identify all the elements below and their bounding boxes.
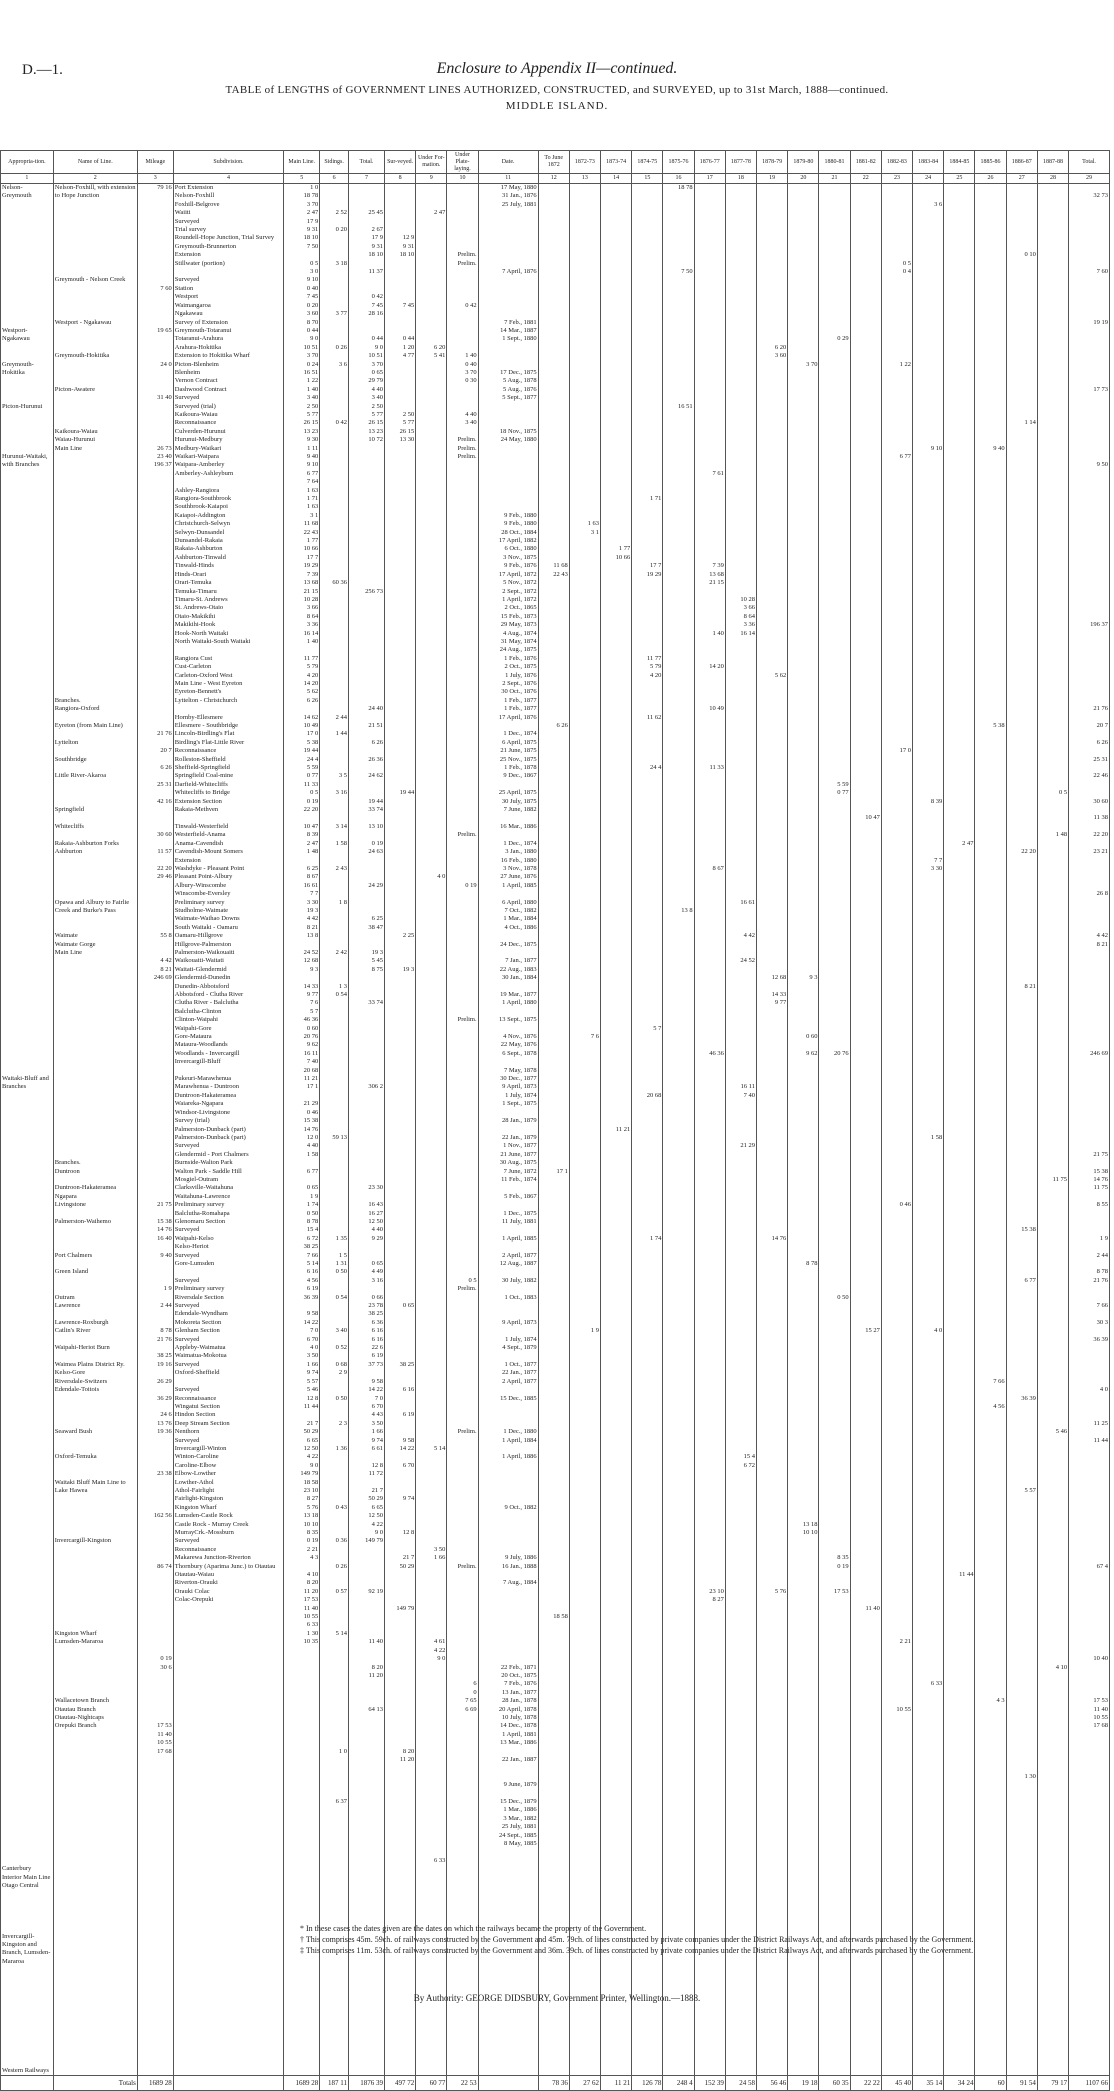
column-number: 16 [663,174,694,184]
period-column: 7 61 7 39 13 68 21 15 1 40 14 20 10 49 11 33 8 67 46 36 23 10 8 27 [694,184,725,2076]
totals-period: 78 36 [538,2076,569,2091]
column-number: 24 [913,174,944,184]
printer-imprint: By Authority: GEORGE DIDSBURY, Government Printer, Wellington.—1888. [413,1993,701,2003]
sidings-column: 2 52 0 20 3 18 3 77 0 26 3 6 0 42 60 36 2 44 1 44 3 5 3 16 3 14 1 58 2 43 1 8 2 42 1 3 0 54 59 13 1 35 1 5 1 31 0 50 0 54 3 40 0 52 0 68 2 9 0 50 2 3 1 36 0 43 0 36 0 26 0 57 5 14 1 0 6 37 [320,184,349,2076]
totals-period: 56 46 [757,2076,788,2091]
col-period: 1874-75 [632,151,663,174]
col-mileage: Mileage [137,151,173,174]
col-under-plate-laying: Under Plate-laying. [447,151,478,174]
column-number: 28 [1037,174,1068,184]
column-number: 6 [320,174,349,184]
col-surveyed: Sur-veyed. [385,151,416,174]
column-number: 14 [601,174,632,184]
col-period: 1879-80 [788,151,819,174]
column-number: 18 [725,174,756,184]
period-column: 3 70 9 3 0 60 9 62 8 78 13 18 10 10 [788,184,819,2076]
totals-period: 248 4 [663,2076,694,2091]
column-number: 3 [137,174,173,184]
col-sidings: Sidings. [320,151,349,174]
surveyed-column: 12 9 9 31 18 10 7 45 0 44 1 20 4 77 2 50 5 77 26 15 13 30 19 44 2 25 19 3 0 65 38 25 6 16 6 19 9 58 14 22 6 70 9 74 12 8 21 7 50 29 149 79 8 20 11 20 [385,184,416,2076]
col-period: 1885-86 [975,151,1006,174]
column-number: 4 [173,174,283,184]
total-column: 25 45 2 67 17 9 9 31 18 10 11 37 0 42 7 45 28 16 0 44 9 0 10 51 3 70 0 65 29 79 4 40 3 40 2 50 5 77 26 15 13 23 10 72 256 73 24 40 21 51 6 26 26 36 24 62 19 44 33 74 13 10 0 19 24 63 24 29 6 25 38 47 19 3 5 45 8 75 33 74 306 2 23 30 16 43 16 27 12 50 4 40 9 29 0 65 4 49 3 16 0 66 23 78 38 25 6 36 6 16 6 16 22 6 6 19 37 73 9 58 14 22 7 0 6 70 4 43 3 50 1 66 9 74 6 61 12 8 11 72 21 7 50 29 6 65 12 50 4 22 9 0 149 79 92 19 11 40 8 20 11 20 64 13 [349,184,385,2076]
totals-period: 60 35 [819,2076,850,2091]
column-number: 17 [694,174,725,184]
period-column: 0 29 5 59 0 77 20 76 0 50 8 35 0 19 17 53 [819,184,850,2076]
col-appropriation: Appropria-tion. [1,151,54,174]
period-column: 1 77 10 66 11 21 [601,184,632,2076]
mileage-column: 79 16 7 60 19 65 24 0 31 40 26 73 23 40 196 37 21 76 20 7 6 26 25 31 42 16 30 60 11 57 22 20 29 46 55 8 4 42 8 21 246 69 21 75 15 38 14 76 16 40 9 40 1 9 2 44 8 78 21 76 38 25 19 16 26 29 36 29 24 6 13 76 19 36 23 38 162 56 86 74 0 19 30 6 17 53 11 40 10 55 17 68 [137,184,173,2076]
col-period: 1881-82 [850,151,881,174]
col-under-formation: Under For-mation. [416,151,447,174]
totals-period: 27 62 [569,2076,600,2091]
totals-spacer [478,2076,538,2091]
col-period: 1882-83 [881,151,912,174]
period-column: 0 5 0 4 1 22 6 77 17 0 0 46 2 21 10 55 [881,184,912,2076]
totals-sidings: 187 11 [320,2076,349,2091]
col-period: 1873-74 [601,151,632,174]
date-column: 17 May, 1880 31 Jan., 1876 25 July, 1881 7 April, 1876 7 Feb., 1881 14 Mar., 1887 1 Sept., 1880 17 Dec., 1875 5 Aug., 1878 5 Aug., 1876 5 Sept., 1877 18 Nov., 1875 24 May, 1880 9 Feb., 1880 9 Feb., 1880 28 Oct., 1884 17 April, 1882 6 Oct., 1880 3 Nov., 1875 9 Feb., 1876 17 April, 1872 5 Nov., 1872 2 Sept., 1872 1 April, 1872 2 Oct., 1865 15 Feb., 1873 29 May, 1873 4 Aug., 1874 31 May, 1874 24 Aug., 1875 1 Feb., 1876 2 Oct., 1875 1 July, 1876 2 Sept., 1876 30 Oct., 1876 1 Feb., 1877 1 Feb., 1877 17 April, 1876 1 Dec., 1874 6 April, 1875 21 June, 1875 25 Nov., 1875 1 Feb., 1878 9 Dec., 1867 25 April, 1875 30 July, 1875 7 June, 1882 16 Mar., 1886 1 Dec., 1874 3 Jan., 1880 16 Feb., 1880 3 Nov., 1878 27 June, 1876 1 April, 1885 6 April, 1880 7 Oct., 1882 1 Mar., 1884 4 Oct., 1886 24 Dec., 1875 7 Jan., 1877 22 Aug., 1883 30 Jan., 1884 19 Mar., 1877 1 April, 1880 13 Sept., 1875 4 Nov., 1876 22 May, 1876 6 Sept., 1878 7 May, 1878 30 Dec., 1877 9 April, 1873 1 July, 1874 1 Sept., 1875 28 Jan., 1879 22 Jan., 1879 1 Nov., 1877 21 June, 1877 30 Aug., 1875 7 June, 1872 11 Feb., 1874 5 Feb., 1867 1 Dec., 1875 11 July, 1881 1 April, 1885 2 April, 1877 12 Aug., 1887 30 July, 1882 1 Oct., 1883 9 April, 1873 1 July, 1874 4 Sept., 1879 1 Oct., 1877 22 Jan., 1877 2 April, 1877 15 Dec., 1885 1 Dec., 1880 1 April, 1884 1 April, 1886 9 Oct., 1882 9 July, 1886 16 Jan., 1888 7 Aug., 1884 22 Feb., 1871 20 Oct., 1875 7 Feb., 1876 13 Jan., 1877 28 Jan., 1878 20 April, 1878 10 July, 1878 14 Dec., 1878 1 April, 1881 13 Mar., 1886 22 Jan., 1887 9 June, 1879 15 Dec., 1879 1 Mar., 1886 3 Mar., 1882 25 July, 1881 24 Sept., 1885 8 May, 1885 [478,184,538,2076]
column-number: 26 [975,174,1006,184]
totals-period: 79 17 [1037,2076,1068,2091]
under-plate-laying-column: Prelim. Prelim. 0 42 1 40 0 40 3 70 0 30 4 40 3 40 Prelim. Prelim. Prelim. Prelim. 0 19 Prelim. 0 5 Prelim. Prelim. Prelim. 6 0 7 65 6 69 [447,184,478,2076]
column-number: 27 [1006,174,1037,184]
col-period: 1883-84 [913,151,944,174]
totals-period: 45 40 [881,2076,912,2091]
line-name-column: Nelson-Foxhill, with extension to Hope Junction Greymouth - Nelson Creek Westport - Ngakawau Greymouth-Hokitika Picton-Awatere Kaikoura-Waiau Waiau-Hurunui Main Line Branches. Rangiora-Oxford Eyreton (from Main Line) Lyttelton Southbridge Little River-Akaroa Springfield Whitecliffs Rakaia-Ashburton Forks Ashburton Opawa and Albury to Fairlie Creek and Burke's Pass Waimate Waimate Gorge Main Line Branches. Duntroon Duntroon-Hakateramea Ngapara Livingstone Palmerston-Waihemo Port Chalmers Green Island Outram Lawrence Lawrence-Roxburgh Catlin's River Waipahi-Heriot Burn Waimea Plains District Ry. Kelso-Gore Riversdale-Switzers Edendale-Toitois Seaward Bush Oxford-Temuka Waitaki Bluff Main Line to Lake Hawea Invercargill-Kingston Kingston Wharf Lumsden-Mararoa Wallacetown Branch Otautau Branch Otautau-Nightcaps Orepuki Branch [53,184,137,2076]
period-column: 10 28 3 66 8 64 3 36 16 14 16 61 4 42 24 52 16 11 7 40 21 29 15 4 6 72 [725,184,756,2076]
footnote: † This comprises 45m. 59ch. of railways constructed by the Government and 45m. 79ch. of lines constructed by private companies under the District Railways Act, and afterwards purchased by the Government. [300,1935,974,1944]
subdivision-column: Port Extension Nelson-Foxhill Foxhill-Belgrove Waiiti Surveyed Trial survey Roundell-Hope Junction, Trial Survey Greymouth-Brunnerton Extension Stillwater (portion) Surveyed Station Westport Waimangaroa Ngakawau Survey of Extension Greymouth-Totaranui Totaranui-Arahura Arahura-Hokitika Extension to Hokitika Wharf Picton-Blenheim Blenheim Vernon Contract Dashwood Contract Surveyed Surveyed (trial) Kaikoura-Waiau Reconnaissance Culverden-Hurunui Hurunui-Medbury Medbury-Waikari Waikari-Waipara Waipara-Amberley Amberley-Ashleyburn Ashley-Rangiora Rangiora-Southbrook Southbrook-Kaiapoi Kaiapoi-Addington Christchurch-Selwyn Selwyn-Dunsandel Dunsandel-Rakaia Rakaia-Ashburton Ashburton-Tinwald Tinwald-Hinds Hinds-Orari Orari-Temuka Temuka-Timaru Timaru-St. Andrews St. Andrews-Otaio Otaio-Makikihi Makikihi-Hook Hook-North Waitaki North Waitaki-South Waitaki Rangiora Cust Cust-Carleton Carleton-Oxford West Main Line - West Eyreton Eyreton-Bennett's Lyttelton - Christchurch Hornby-Ellesmere Ellesmere - Southbridge Lincoln-Birdling's Flat Birdling's Flat-Little River Reconnaissance Rolleston-Sheffield Sheffield-Springfield Springfield Coal-mine Darfield-Whitecliffs Whitecliffs to Bridge Extension Section Rakaia-Methven Tinwald-Westerfield Westerfield-Anama Anama-Cavendish Cavendish-Mount Somers Extension Washdyke - Pleasant Point Pleasant Point-Albury Albury-Winscombe Winscombe-Eversley Preliminary survey Studholme-Waimate Waimate-Waihao Downs South Waitaki - Oamaru Oamaru-Hillgrove Hillgrove-Palmerston Palmerston-Waikouaiti Waikouaiti-Waitati Waitati-Glendermid Glendermid-Dunedin Dunedin-Abbotsford Abbotsford - Clutha River Clutha River - Balclutha Balclutha-Clinton Clinton-Waipahi Waipahi-Gore Gore-Mataura Mataura-Woodlands Woodlands - Invercargill Invercargill-Bluff Pukeuri-Marawhenua Marawhenua - Duntroon Duntroon-Hakateramea Waiareka-Ngapara Windsor-Livingstone Survey (trial) Palmerston-Dunback (part) Palmerston-Dunback (part) Surveyed Glendermid - Port Chalmers Burnside-Walton Park Walton Park - Saddle Hill Mosgiel-Outram Clarksville-Waitahuna Waitahuna-Lawrence Preliminary survey Balclutha-Romahapa Glenomaru Section Surveyed Waipahi-Kelso Kelso-Heriot Surveyed Gore-Lumsden Surveyed Preliminary survey Riversdale Section Surveyed Edendale-Wyndham Mokoreta Section Glenham Section Surveyed Appleby-Waimatua Waimatua-Mokotua Surveyed Oxford-Sheffield Surveyed Reconnaissance Wingatui Section Hindon Section Deep Stream Section Nenthorn Surveyed Invercargill-Winton Winton-Caroline Caroline-Elbow Elbow-Lowther Lowther-Athol Athol-Fairlight Fairlight-Kingston Kingston Wharf Lumsden-Castle Rock Castle Rock - Murray Creek MurrayCrk.-Mossburn Surveyed Reconnaissance Makarewa Junction-Riverton Thornbury (Aparima Junc.) to Otautau Otautau-Waiau Riverton-Orauki Orauki Colac Colac-Orepuki [173,184,283,2076]
column-number: 11 [478,174,538,184]
totals-total-opened: 1107 66 [1069,2076,1110,2091]
column-number: 5 [284,174,320,184]
col-total-opened: Total. [1069,151,1110,174]
main-line-column: 1 0 18 78 3 70 2 47 17 9 9 31 18 10 7 50 0 5 3 0 9 10 0 40 7 45 0 20 3 60 8 70 0 44 9 0 10 51 3 70 0 24 16 51 1 22 1 40 3 40 2 50 5 77 26 15 13 23 9 30 1 11 9 40 9 10 6 77 7 64 1 63 1 71 1 63 3 1 11 68 22 43 1 77 10 66 17 7 19 29 7 39 13 68 21 15 10 28 3 66 8 64 3 36 16 14 1 40 11 77 5 79 4 20 14 20 5 62 6 26 14 62 10 49 17 0 5 38 19 44 24 4 5 59 0 77 11 33 0 5 0 19 22 20 10 47 8 39 2 47 1 48 6 25 8 67 16 61 7 7 3 30 19 3 4 42 8 21 13 8 24 52 12 68 9 3 14 33 9 77 7 6 5 7 46 36 0 60 20 76 9 62 16 11 7 40 20 68 11 21 17 1 21 29 0 46 15 38 14 76 12 0 4 40 1 58 6 77 0 65 1 9 1 74 0 50 8 78 15 4 6 72 38 25 7 66 5 14 6 16 4 56 6 19 36 39 9 58 14 22 7 0 6 70 4 0 3 50 1 66 9 74 5 57 5 46 12 8 11 44 21 7 50 29 6 65 12 50 4 22 9 0 149 79 18 58 23 10 8 27 5 76 13 18 10 10 8 35 0 19 2 21 4 3 4 10 8 20 11 20 17 53 11 40 10 55 6 33 1 30 10 35 [284,184,320,2076]
column-number: 20 [788,174,819,184]
period-column: 2 47 11 44 [944,184,975,2076]
page-title: Enclosure to Appendix II—continued. [436,60,678,77]
col-subdivision: Subdivision. [173,151,283,174]
column-number: 1 [1,174,54,184]
column-number: 25 [944,174,975,184]
col-period: 1872-73 [569,151,600,174]
footnote: * In these cases the dates given are the dates on which the railways became the property of the Government. [300,1924,647,1933]
totals-label: Totals [53,2076,137,2091]
totals-under-formation: 60 77 [416,2076,447,2091]
col-period: 1887-88 [1037,151,1068,174]
appropriation-column: Nelson-Greymouth Westport-Ngakawau Greymouth-Hokitika Picton-Hurunui Hurunui-Waitaki, with Branches Waitaki-Bluff and Branches Canterbury Interior Main Line Otago Central Invercargill-Kingston and Branch, Lumsden-Mararoa Western Railways [1,184,54,2076]
column-number: 10 [447,174,478,184]
totals-main-line: 1689 28 [284,2076,320,2091]
period-column: 6 20 3 60 5 62 12 68 14 33 9 77 14 76 5 76 [757,184,788,2076]
period-column: 9 40 5 38 7 66 4 56 4 3 [975,184,1006,2076]
col-period: 1880-81 [819,151,850,174]
totals-surveyed: 497 72 [385,2076,416,2091]
column-number: 2 [53,174,137,184]
column-number: 21 [819,174,850,184]
col-period: 1886-87 [1006,151,1037,174]
section-title: MIDDLE ISLAND. [505,100,609,112]
col-period: 1877-78 [725,151,756,174]
col-period: 1875-76 [663,151,694,174]
totals-period: 35 14 [913,2076,944,2091]
column-number: 23 [881,174,912,184]
table-title: TABLE of LENGTHS of GOVERNMENT LINES AUTHORIZED, CONSTRUCTED, and SURVEYED, up to 31st March, 1888—continued. [225,84,889,96]
totals-period: 91 54 [1006,2076,1037,2091]
period-column: 10 47 15 27 11 40 [850,184,881,2076]
footnotes [300,1923,1060,1956]
totals-total: 1876 39 [349,2076,385,2091]
col-period: 1878-79 [757,151,788,174]
totals-period: 11 21 [601,2076,632,2091]
period-column: 0 5 1 48 11 75 5 46 4 10 [1037,184,1068,2076]
column-number-row [1,174,1110,184]
totals-period: 126 78 [632,2076,663,2091]
totals-spacer [173,2076,283,2091]
period-column: 1 71 17 7 19 29 11 77 5 79 4 20 11 62 24 4 5 7 20 68 1 74 [632,184,663,2076]
col-period: 1884-85 [944,151,975,174]
column-number: 12 [538,174,569,184]
totals-period: 152 39 [694,2076,725,2091]
period-column: 11 68 22 43 6 26 17 1 18 58 [538,184,569,2076]
page-id: D.—1. [22,62,63,78]
column-number: 9 [416,174,447,184]
table-body-row [1,184,1110,2076]
totals-period: 60 [975,2076,1006,2091]
period-column: 18 78 7 50 16 51 13 8 [663,184,694,2076]
totals-mileage: 1689 28 [137,2076,173,2091]
totals-period: 19 18 [788,2076,819,2091]
column-number: 19 [757,174,788,184]
totals-period: 34 24 [944,2076,975,2091]
column-number: 29 [1069,174,1110,184]
under-formation-column: 2 47 6 20 5 41 4 0 5 14 3 50 1 66 4 61 4 22 9 0 6 33 [416,184,447,2076]
total-opened-column: 32 73 7 60 19 19 17 73 9 50 196 37 21 76 20 7 6 26 25 31 22 46 30 60 11 38 22 20 23 21 26 8 4 42 8 21 246 69 21 75 15 38 14 76 11 75 8 55 1 9 2 44 8 78 21 76 7 66 30 3 36 39 4 0 11 25 11 44 67 4 10 40 17 53 11 40 10 55 17 68 [1069,184,1110,2076]
column-number: 7 [349,174,385,184]
totals-spacer [1,2076,54,2091]
totals-period: 24 58 [725,2076,756,2091]
totals-under-plate-laying: 22 53 [447,2076,478,2091]
lines-table [0,150,1110,2091]
col-line-name: Name of Line. [53,151,137,174]
period-column: 0 10 1 14 22 20 8 21 15 38 6 77 36 39 5 57 1 30 [1006,184,1037,2076]
column-number: 13 [569,174,600,184]
col-main-line: Main Line. [284,151,320,174]
column-number: 15 [632,174,663,184]
column-number: 8 [385,174,416,184]
totals-period: 22 22 [850,2076,881,2091]
period-column: 3 6 9 10 8 39 7 7 3 30 1 58 4 0 6 33 [913,184,944,2076]
col-total: Total. [349,151,385,174]
col-date: Date. [478,151,538,174]
totals-row [1,2076,1110,2091]
col-period: 1876-77 [694,151,725,174]
column-number: 22 [850,174,881,184]
footnote: ‡ This comprises 11m. 53ch. of railways constructed by the Government and 36m. 39ch. of lines constructed by private companies under the District Railways Act, and afterwards purchased by the Government. [300,1946,974,1955]
col-period: To June 1872 [538,151,569,174]
period-column: 1 63 3 1 7 6 1 9 [569,184,600,2076]
